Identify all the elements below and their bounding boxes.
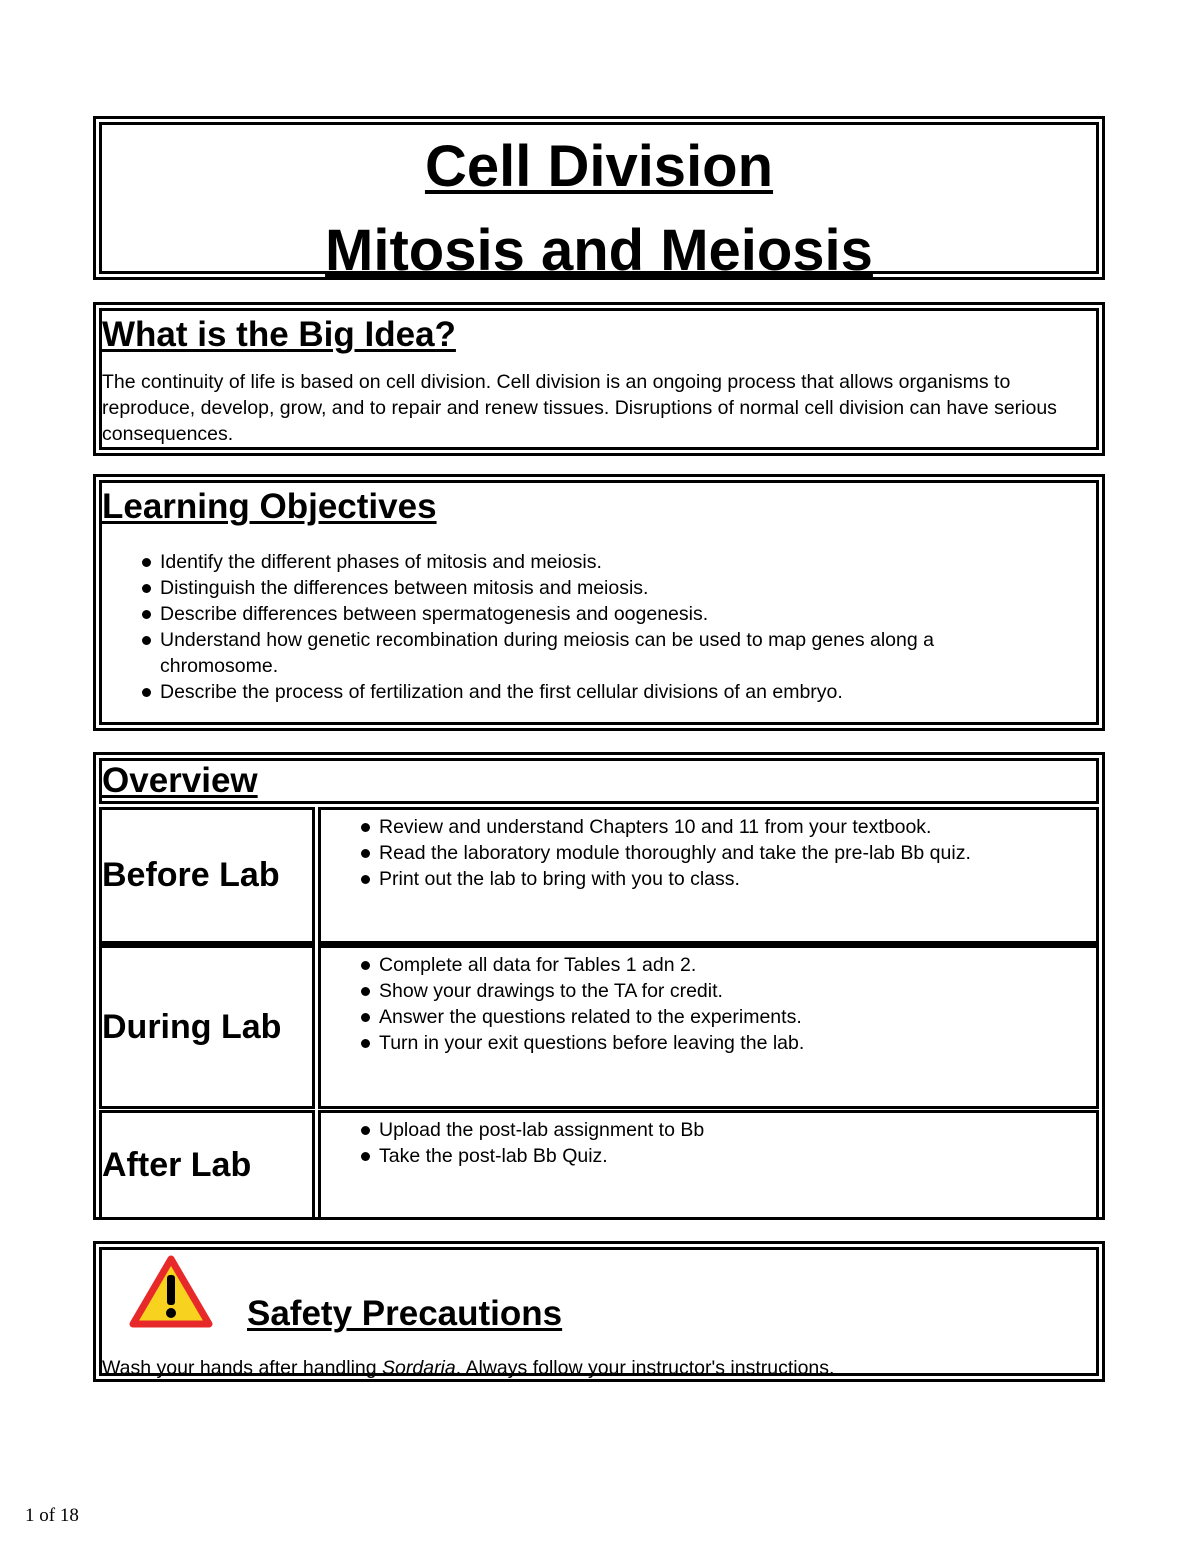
safety-precautions-box — [93, 1241, 1105, 1382]
row-content — [318, 807, 1099, 944]
list-item: Distinguish the differences between mitosis and meiosis. — [140, 575, 1056, 601]
row-content — [318, 1110, 1099, 1220]
list-item: Describe differences between spermatogenesis and oogenesis. — [140, 601, 1056, 627]
warning-triangle-icon — [129, 1255, 213, 1329]
organism-name: Sordaria — [382, 1357, 456, 1379]
overview-row-before-lab — [99, 807, 1099, 944]
page-number: 1 of 18 — [25, 1505, 79, 1526]
row-label: Before Lab — [99, 807, 315, 944]
list-item: Upload the post-lab assignment to Bb — [359, 1117, 1096, 1143]
list-item: Print out the lab to bring with you to class. — [359, 866, 1096, 892]
overview-heading: Overview — [102, 761, 258, 800]
learning-objectives-list — [140, 549, 1096, 705]
list-item: Identify the different phases of mitosis and meiosis. — [140, 549, 1056, 575]
list-item: Show your drawings to the TA for credit. — [359, 978, 1096, 1004]
row-content — [318, 944, 1099, 1109]
safety-heading: Safety Precautions — [247, 1294, 563, 1333]
big-idea-heading: What is the Big Idea? — [102, 315, 456, 354]
list-item: Read the laboratory module thoroughly and take the pre-lab Bb quiz. — [359, 840, 1096, 866]
list-item: Describe the process of fertilization and the first cellular divisions of an embryo. — [140, 679, 1056, 705]
overview-row-during-lab — [99, 944, 1099, 1109]
row-label: During Lab — [99, 944, 315, 1109]
big-idea-text: The continuity of life is based on cell division. Cell division is an ongoing process that allows organisms to reproduce, develop, grow, and to repair and renew tissues. Disruptions of normal cell division can have serious consequences. — [102, 371, 1057, 445]
list-item: Complete all data for Tables 1 adn 2. — [359, 952, 1096, 978]
list-item: Answer the questions related to the experiments. — [359, 1004, 1096, 1030]
learning-objectives-heading: Learning Objectives — [102, 487, 437, 526]
list-item: Turn in your exit questions before leaving the lab. — [359, 1030, 1096, 1056]
title-box — [93, 116, 1105, 283]
page-subtitle: Mitosis and Meiosis — [325, 218, 873, 283]
safety-text: Wash your hands after handling Sordaria. Always follow your instructor's instructions. — [102, 1357, 835, 1379]
page-title: Cell Division — [424, 134, 774, 199]
list-item: Take the post-lab Bb Quiz. — [359, 1143, 1096, 1169]
list-item: Review and understand Chapters 10 and 11 from your textbook. — [359, 814, 1096, 840]
row-label: After Lab — [99, 1110, 315, 1220]
overview-header — [99, 758, 1099, 804]
learning-objectives-box — [93, 474, 1105, 731]
overview-row-after-lab — [99, 1110, 1099, 1220]
big-idea-box — [93, 302, 1105, 456]
list-item: Understand how genetic recombination during meiosis can be used to map genes along a chromosome. — [140, 627, 1056, 679]
overview-table — [93, 752, 1105, 1220]
